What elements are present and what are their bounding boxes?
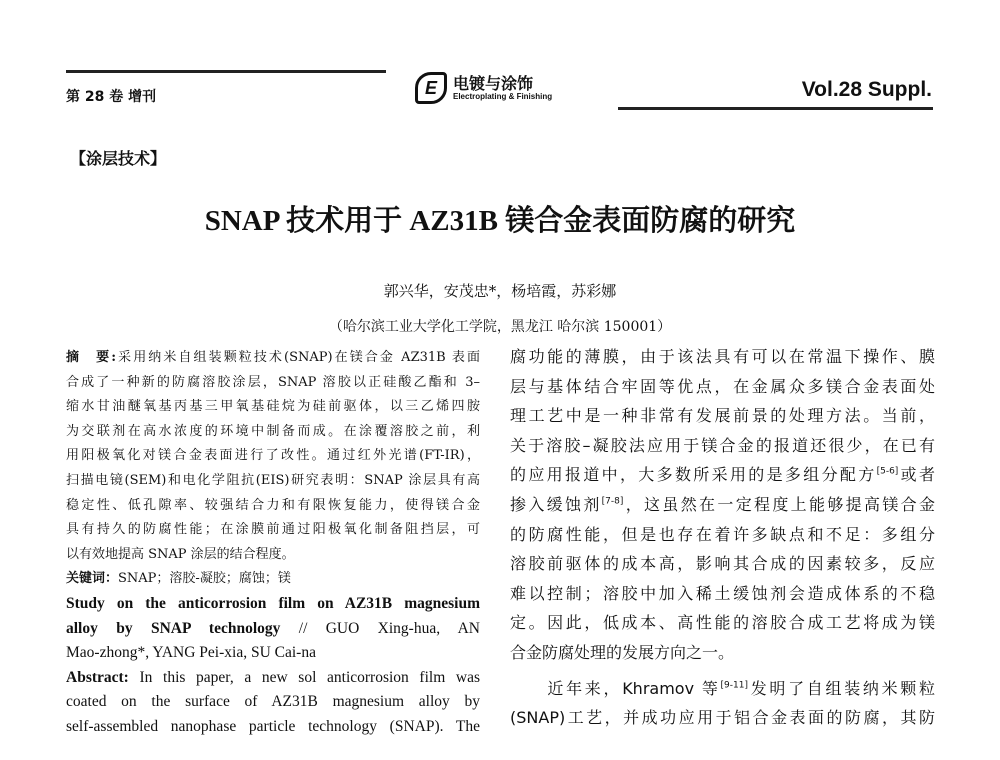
paper-title: SNAP 技术用于 AZ31B 镁合金表面防腐的研究 [204,205,796,237]
journal-logo-icon: E [415,72,447,104]
abstract-cn-line: 稳定性、低孔隙率、较强结合力和有限恢复能力，使得镁合金 [66,497,480,513]
citation: [9-11] [720,680,748,691]
body-line: (SNAP)工艺，并成功应用于铝合金表面的防腐，其防 [510,708,935,728]
right-column [510,342,935,733]
abstract-cn-line: 缩水甘油醚氧基丙基三甲氧基硅烷为硅前驱体，以三乙烯四胺 [66,399,480,415]
keywords: SNAP；溶胶-凝胶；腐蚀；镁 [118,571,291,587]
journal-name-cn: 电镀与涂饰 [453,73,534,93]
volume-label: 第 28 卷 增刊 [66,89,157,105]
body-text: 发明了自组装纳米颗粒 [748,678,935,698]
body-line: 溶胶前驱体的成本高，影响其合成的因素较多，反应 [510,554,935,574]
header-rule-right [618,107,933,110]
english-authors: // GUO Xing-hua, AN [280,619,480,637]
abstract-cn-line: 具有持久的防腐性能；在涂膜前通过阳极氧化制备阻挡层，可 [66,522,480,538]
abstract-en-line: In this paper, a new sol anticorrosion film was [128,668,480,686]
affiliation: （哈尔滨工业大学化工学院，黑龙江 哈尔滨 150001） [328,319,672,335]
abstract-cn-line: 用阳极氧化对镁合金表面进行了改性。通过红外光谱(FT-IR)， [66,448,480,464]
abstract-cn-line: 扫描电镜(SEM)和电化学阻抗(EIS)研究表明：SNAP 涂层具有高 [66,472,480,488]
body-line: 定。因此，低成本、高性能的溶胶合成工艺将成为镁 [510,613,935,633]
body-line: 腐功能的薄膜，由于该法具有可以在常温下操作、膜 [510,347,935,366]
header-rule-left [66,70,386,73]
english-title-line: Study on the anticorrosion film on AZ31B magnesium [66,594,480,612]
abstract-cn-line: 以有效地提高 SNAP 涂层的结合程度。 [66,546,295,562]
abstract-cn-line: 合成了一种新的防腐溶胶涂层，SNAP 溶胶以正硅酸乙酯和 3– [66,374,480,390]
abstract-cn-line: 采用纳米自组装颗粒技术(SNAP)在镁合金 AZ31B 表面 [116,350,480,365]
body-line: 难以控制；溶胶中加入稀土缓蚀剂会造成体系的不稳 [510,583,935,603]
citation: [5-6] [876,467,899,478]
body-text: ，这虽然在一定程度上能够提高镁合金 [623,494,935,514]
body-line: 合金防腐处理的发展方向之一。 [510,642,735,662]
abstract-en-label: Abstract: [66,668,129,686]
abstract-en-line: self-assembled nanophase particle technology (SNAP). The [66,717,480,735]
english-title-line: alloy by SNAP technology [66,619,281,637]
body-text: 近年来，Khramov 等 [510,678,721,698]
citation: [7-8] [601,496,624,507]
body-text: 的应用报道中，大多数所采用的是多组分配方 [510,465,877,485]
left-column [66,346,480,740]
abstract-en-line: coated on the surface of AZ31B magnesium alloy by [66,693,480,711]
body-text: 掺入缓蚀剂 [510,494,602,514]
volume-label-en: Vol.28 Suppl. [801,78,932,101]
journal-name-en: Electroplating & Finishing [453,91,553,101]
section-label: 【涂层技术】 [70,149,167,168]
keywords-label: 关键词： [66,571,119,587]
body-line: 理工艺中是一种非常有发展前景的处理方法。当前， [510,406,935,426]
abstract-cn-label: 摘 要: [66,350,117,365]
authors: 郭兴华，安茂忠*，杨培霞，苏彩娜 [383,282,617,300]
journal-logo [415,72,552,104]
body-line: 关于溶胶–凝胶法应用于镁合金的报道还很少，在已有 [510,435,935,455]
english-authors-line: Mao-zhong*, YANG Pei-xia, SU Cai-na [66,644,316,662]
body-line: 的防腐性能，但是也存在着许多缺点和不足：多组分 [510,524,935,544]
body-text: 或者 [898,465,935,485]
body-line: 层与基体结合牢固等优点，在金属众多镁合金表面处 [510,376,935,396]
abstract-cn-line: 为交联剂在高水浓度的环境中制备而成。在涂覆溶胶之前，利 [66,423,480,439]
